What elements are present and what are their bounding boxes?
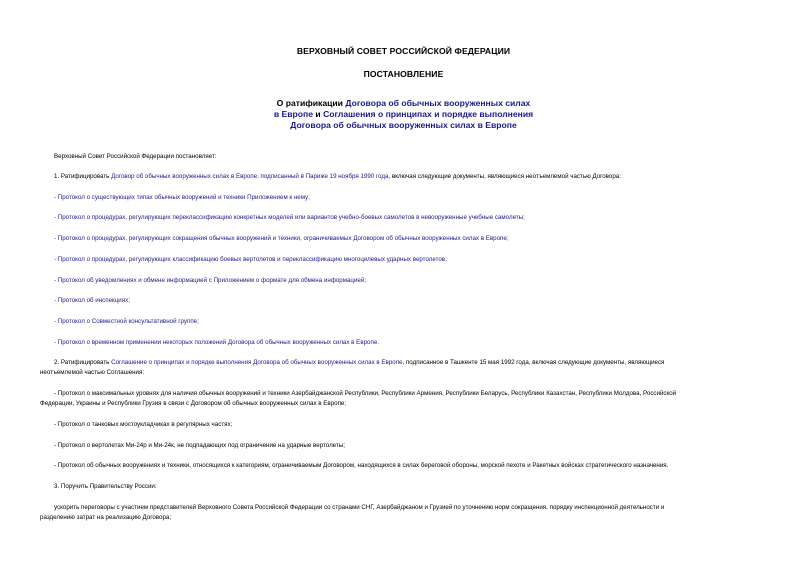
list-item[interactable]: - Протокол о процедурах, регулирующих классификацию боевых вертолетов и переклассификацию многоцелевых ударных вертолетов;	[54, 256, 447, 263]
title-line-1	[0, 98, 807, 109]
list-item[interactable]: - Протокол об уведомлениях и обмене информацией с Приложением о формате для обмена информацией;	[54, 277, 367, 284]
document-type-heading: ПОСТАНОВЛЕНИЕ	[363, 69, 444, 79]
list-item[interactable]: - Протокол об инспекциях;	[54, 297, 130, 304]
list-item[interactable]: - Протокол о Совместной консультативной группе;	[54, 318, 199, 325]
paragraph-3: 3. Поручить Правительству России:	[54, 483, 157, 490]
paragraph-text: 1. Ратифицировать	[54, 173, 112, 180]
title-text: и	[313, 109, 324, 119]
list-item[interactable]: - Протокол о временном применении некоторых положений Договора об обычных вооруженных силах в Европе.	[54, 339, 379, 346]
title-line-3	[0, 120, 807, 131]
title-link-agreement[interactable]: Соглашения о принципах и порядке выполнения	[323, 109, 534, 119]
issuing-body-heading: ВЕРХОВНЫЙ СОВЕТ РОССИЙСКОЙ ФЕДЕРАЦИИ	[296, 46, 511, 56]
list-item[interactable]: - Протокол о существующих типах обычных вооружений и техники Приложением к нему;	[54, 194, 310, 201]
title-line-2	[0, 109, 807, 120]
paragraph-1-link[interactable]: Договор об обычных вооруженных силах в Европе, подписанный в Париже 19 ноября 1990 года	[111, 173, 389, 180]
paragraph-text: , подписанное в Ташкенте 15 мая 1992 года, включая следующие документы, являющиеся	[402, 359, 665, 366]
paragraph-3-text-cont: разделению затрат на реализацию Договора;	[40, 514, 172, 521]
paragraph-3-text: ускорить переговоры с участием представителей Верховного Совета Российской Федерации со странами СНГ, Азербайджаном и Грузией по уточнению норм сокращения, порядку инспекционной деятельности и	[54, 504, 665, 511]
title-link-agreement-cont[interactable]: Договора об обычных вооруженных силах в Европе	[290, 120, 517, 130]
paragraph-1	[54, 172, 621, 182]
paragraph-text: , включая следующие документы, являющиеся неотъемлемой частью Договора:	[388, 173, 621, 180]
list-item[interactable]: - Протокол о процедурах, регулирующих переклассификацию конкретных моделей или вариантов учебно-боевых самолетов в невооруженные учебные самолеты;	[54, 214, 525, 221]
intro-paragraph: Верховный Совет Российской Федерации постановляет:	[54, 153, 217, 160]
list-item-cont: Федерации, Украины и Республики Грузия в связи с Договором об обычных вооруженных силах в Европе;	[40, 400, 347, 407]
paragraph-2	[54, 358, 664, 368]
list-item: - Протокол об обычных вооружениях и техники, относящихся к категориям, ограничиваемым Договором, находящихся в силах береговой обороны, морской пехоте и Ракетных войсках стратегического назначения.	[54, 462, 669, 469]
list-item: - Протокол о танковых мостоукладчиках в регулярных частях;	[54, 421, 233, 428]
paragraph-text: 2. Ратифицировать	[54, 359, 112, 366]
paragraph-2-cont: неотъемлемой частью Соглашения:	[40, 369, 145, 376]
title-text: О ратификации	[276, 98, 346, 108]
list-item: - Протокол о вертолетах Ми-24р и Ми-24к, не подпадающих под ограничение на ударные вертолеты;	[54, 442, 345, 449]
document-title	[0, 98, 807, 131]
title-link-treaty-cont[interactable]: в Европе	[273, 109, 313, 119]
list-item[interactable]: - Протокол о процедурах, регулирующих сокращения обычных вооружений и техники, ограничиваемых Договором об обычных вооруженных силах в Европе;	[54, 235, 509, 242]
title-link-treaty[interactable]: Договора об обычных вооруженных силах	[345, 98, 531, 108]
paragraph-2-link[interactable]: Соглашение о принципах и порядке выполнения Договора об обычных вооруженных силах в Европе	[111, 359, 403, 366]
list-item: - Протокол о максимальных уровнях для наличия обычных вооружений и техники Азербайджанской Республики, Республики Армения, Республики Беларусь, Республики Казахстан, Республики Молдова, Российской	[54, 390, 677, 397]
